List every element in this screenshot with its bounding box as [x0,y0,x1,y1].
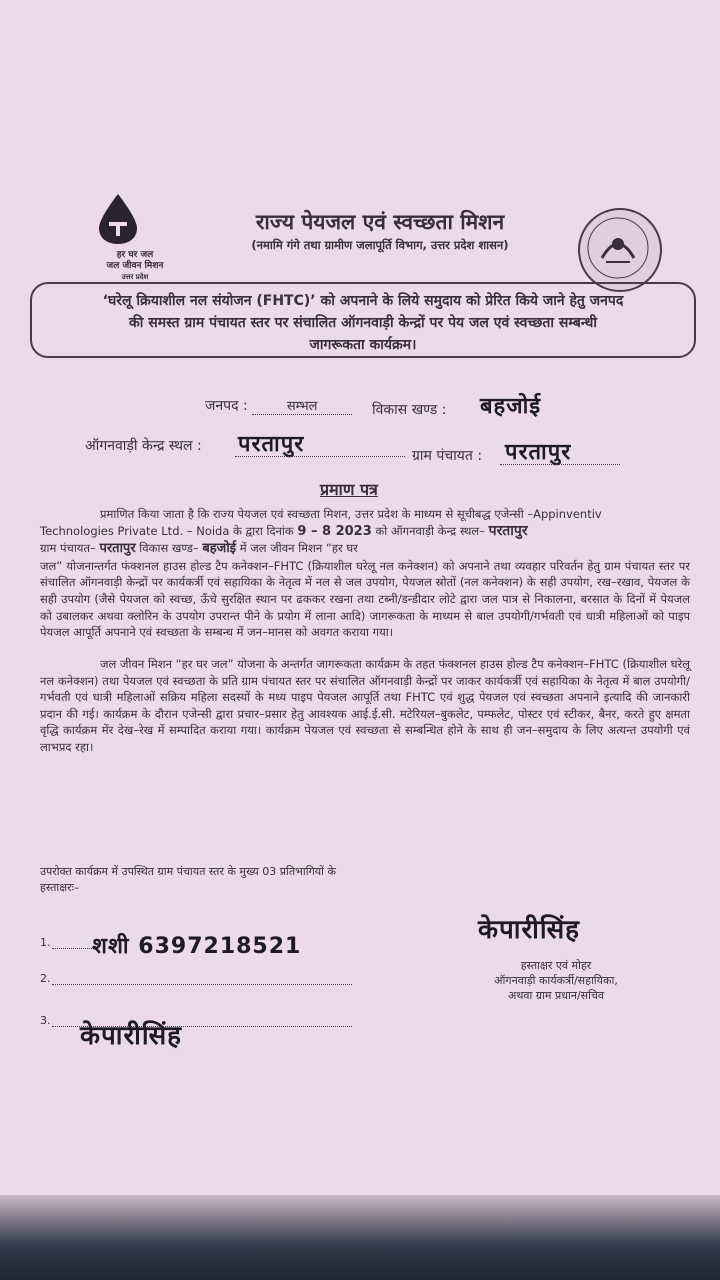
water-drop-icon [95,192,141,246]
centre-value: परतापुर [238,432,305,457]
para1-centre-label: को ऑगनवाड़ी केन्द्र स्थल– [375,523,485,538]
certificate-paragraph-1 [40,506,690,641]
para2-body: जल जीवन मिशन “हर घर जल” योजना के अन्तर्गत जागरूकता कार्यक्रम के तहत फंक्शनल हाउस होल्ड टैप कनेक्शन–FHTC (क्रियाशील घरेलू नल कनेक्शन) तथा पेयजल एवं स्वच्छता के प्रति ग्राम पंचायत स्तर पर संचालित ऑगनवाड़ी केन्द्रों पर जाकर कार्यकर्त्री एवं सहायिका के नेतृत्व में बाल उपयोगी/गर्भवती एवं धात्री महिलाओं सक्रिय महिला सदस्यों के मध्य पाइप पेयजल आपूर्ति तथा FHTC एवं शुद्ध पेयजल एवं स्वच्छता अपनाने इत्यादि की जानकारी प्रदान की गई। कार्यक्रम के दौरान एजेन्सी द्वारा प्रचार–प्रसार हेतु आवश्यक आई.ई.सी. मटेरियल–बुकलेट, पम्फलेट, पोस्टर एवं स्टीकर, बैनर, करते हुए क्षमता वृद्धि कार्यक्रम मेंर देख–रेख में सम्पादित कराया गया। कार्यक्रम पेयजल एवं स्वच्छता से सम्बन्धित होने के साथ ही जन–समुदाय के लिए अत्यन्त उपयोगी एवं लाभप्रद रहा। [40,657,690,754]
para1-block-value: बहजोई [202,541,237,557]
document-title: राज्य पेयजल एवं स्वच्छता मिशन [255,210,505,234]
participants-line: उपरोक्त कार्यक्रम में उपस्थित ग्राम पंचायत स्तर के मुख्य 03 प्रतिभागियों के [40,865,336,878]
para1-mission: में जल जीवन मिशन “हर घर [239,541,358,556]
document-subtitle: (नमामि गंगे तथा ग्रामीण जलापूर्ति विभाग, उत्तर प्रदेश शासन) [251,238,509,252]
gp-field [412,446,482,465]
gp-value: परतापुर [505,440,572,465]
janpad-value: सम्भल [252,396,352,415]
janpad-label: जनपद : [205,398,248,414]
participant-signature-1: शशी 6397218521 [92,934,302,959]
sig3-number: 3. [40,1014,51,1027]
centre-label: ऑगनवाड़ी केन्द्र स्थल : [85,438,202,454]
program-banner [30,282,696,358]
block-value: बहजोई [480,394,542,419]
para1-agency: Technologies Private Ltd. – Noida के द्वारा दिनांक [40,523,294,538]
logo-text-1: हर घर जल [116,250,154,260]
centre-dotted-line [235,456,405,457]
para1-line-c [40,540,690,558]
certificate-title: प्रमाण पत्र [320,480,378,499]
official-signature-block [456,958,656,1003]
sig1-number: 1. [40,936,51,949]
para1-centre-value: परतापुर [488,522,528,539]
sig2-number: 2. [40,972,51,985]
signatures-label: हस्ताक्षरः– [40,881,80,894]
block-field [372,400,446,419]
program-date: 9 – 8 2023 [297,523,372,539]
official-line-1: हस्ताक्षर एवं मोहर [520,959,592,972]
official-signature: केपारीसिंह [478,915,580,945]
para1-gp-label: ग्राम पंचायत– [40,541,96,556]
block-label: विकास खण्ड : [372,402,447,418]
participants-note [40,864,440,896]
up-government-seal-icon [578,208,662,292]
logo-text-2: जल जीवन मिशन [106,261,164,271]
participant-signature-3: केपारीसिंह [80,1021,182,1051]
banner-line-3: जागरूकता कार्यक्रम। [309,337,417,353]
sig2-dotted-line [52,984,352,985]
official-line-2: ऑगनवाड़ी कार्यकर्त्री/सहायिका, [494,974,618,987]
table-surface [0,1195,720,1280]
jal-jeevan-mission-logo [95,192,175,283]
para1-gp-value: परतापुर [99,541,136,557]
certificate-paragraph-2 [40,656,690,756]
para1-line-b [40,523,690,541]
sig1-dotted-line [52,948,92,949]
gp-label: ग्राम पंचायत : [412,448,483,464]
banner-line-1: ‘घरेलू क्रियाशील नल संयोजन (FHTC)’ को अपनाने के लिये समुदाय को प्रेरित किये जाने हेतु जनपद [102,293,624,309]
para1-block-label: विकास खण्ड– [139,541,199,556]
janpad-field [205,396,352,415]
gp-dotted-line [500,464,620,465]
logo-text-3: उत्तर प्रदेश [121,273,149,281]
para1-body: जल” योजनान्तर्गत फंक्शनल हाउस होल्ड टैप कनेक्शन–FHTC (क्रियाशील घरेलू नल कनेक्शन) को अपनाने तथा व्यवहार परिवर्तन हेतु ग्राम पंचायत स्तर पर संचालित ऑगनवाड़ी केन्द्रों पर कार्यकर्त्री एवं सहायिका के नेतृत्व में नल से जल उपयोग, पेयजल स्रोतों (नल कनेक्शन) के सही उपयोग, रख–रखाव, पेयजल के सही उपयोग (जैसे पेयजल को स्वच्छ, ऊँचे सुरक्षित स्थान पर ढककर रखना तथा टब्नी/डन्डीदार लोटे द्वारा जल पात्र से निकालना, बरसात के दिनों में पेयजल को उबालकर अथवा क्लोरिन के उपयोग उपरान्त पीने के प्रयोग में लाना आदि) जागरूकता के माध्यम से बाल उपयोगी/गर्भवती एवं धात्री महिलाओं को पाइप पेयजल आपूर्ति अपनाने एवं स्वच्छता के सम्बन्ध में जन–मानस को अवगत कराया गया। [40,558,690,640]
banner-line-2: की समस्त ग्राम पंचायत स्तर पर संचालित ऑगनवाड़ी केन्द्रों पर पेय जल एवं स्वच्छता सम्बन्धी [129,315,597,331]
official-line-3: अथवा ग्राम प्रधान/सचिव [507,989,605,1002]
para1-line-a: प्रमाणित किया जाता है कि राज्य पेयजल एवं स्वच्छता मिशन, उत्तर प्रदेश के माध्यम से सूचीबद्ध एजेन्सी –Appinventiv [100,507,602,521]
centre-field [85,436,202,455]
